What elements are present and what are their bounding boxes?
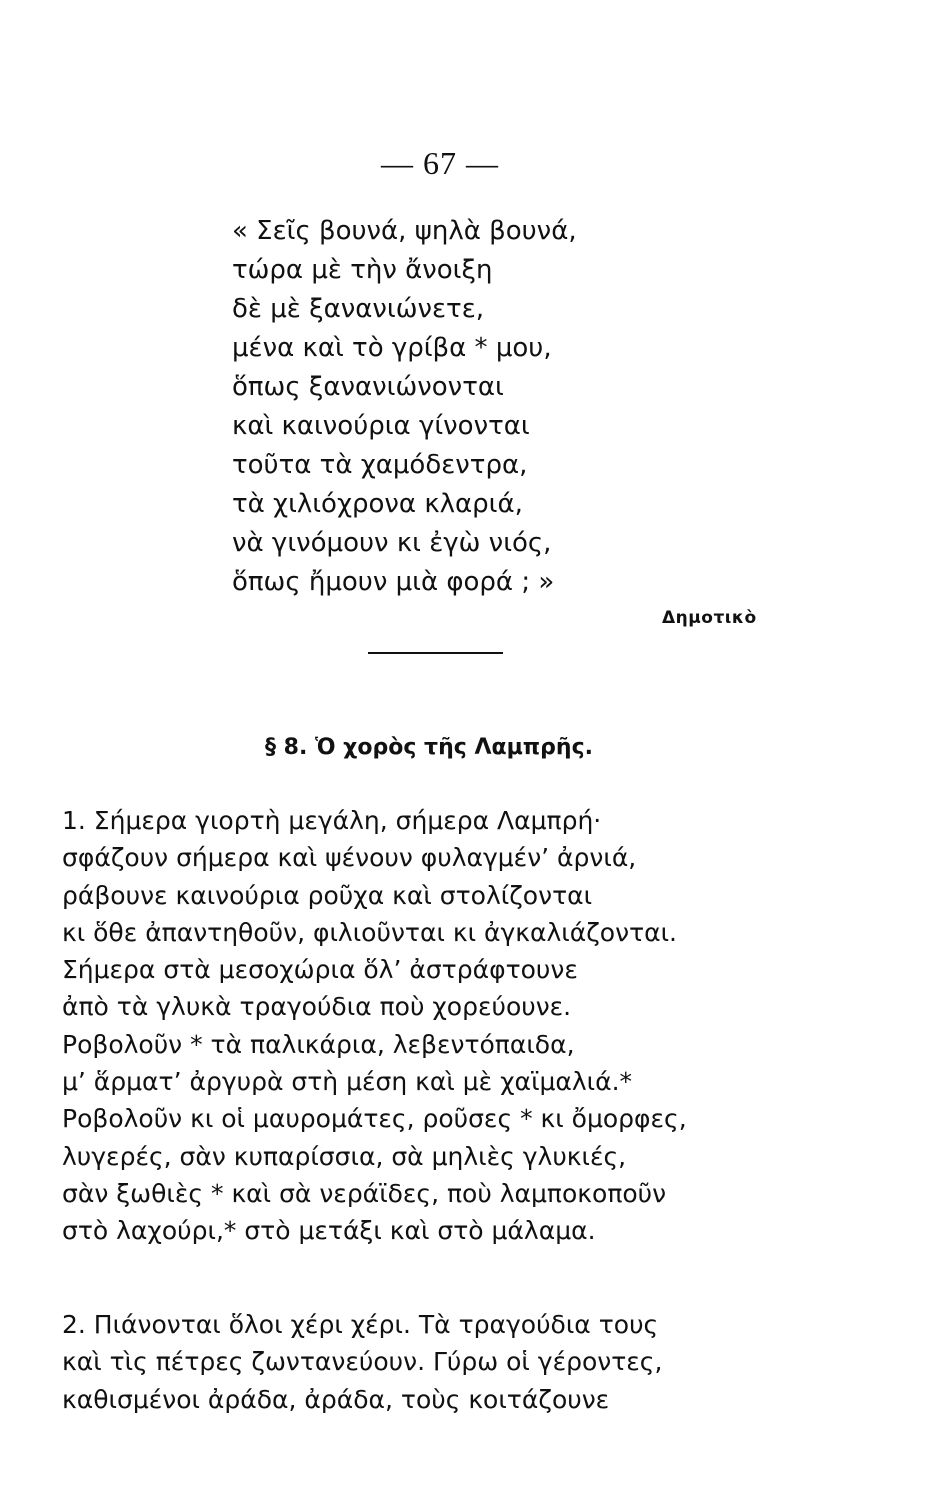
paragraph-1: [62, 802, 822, 1250]
paragraph-line: κι ὅθε ἀπαντηθοῦν, φιλιοῦνται κι ἀγκαλιάζονται.: [62, 917, 678, 947]
paragraph-line: Ροβολοῦν κι οἱ μαυρομάτες, ροῦσες * κι ὄμορφες,: [62, 1104, 687, 1134]
poem-line: « Σεῖς βουνά, ψηλὰ βουνά,: [232, 216, 577, 246]
paragraph-line: 1. Σήμερα γιορτὴ μεγάλη, σήμερα Λαμπρή·: [62, 806, 602, 835]
paragraph-line: καὶ τὶς πέτρες ζωντανεύουν. Γύρω οἱ γέροντες,: [62, 1347, 663, 1377]
section-heading: § 8. Ὁ χορὸς τῆς Λαμπρῆς.: [265, 735, 593, 760]
paragraph-line: ἀπὸ τὰ γλυκὰ τραγούδια ποὺ χορεύουνε.: [62, 992, 572, 1022]
paragraph-line: Ροβολοῦν * τὰ παλικάρια, λεβεντόπαιδα,: [62, 1029, 575, 1059]
paragraph-line: Σήμερα στὰ μεσοχώρια ὅλ’ ἀστράφτουνε: [62, 955, 578, 985]
poem-line: τώρα μὲ τὴν ἄνοιξη: [232, 255, 493, 285]
paragraph-line: ράβουνε καινούρια ροῦχα καὶ στολίζονται: [62, 880, 593, 910]
poem-line: ὅπως ξανανιώνονται: [232, 372, 504, 402]
paragraph-line: στὸ λαχούρι,* στὸ μετάξι καὶ στὸ μάλαμα.: [62, 1216, 596, 1246]
poem-line: νὰ γινόμουν κι ἐγὼ νιός,: [232, 528, 552, 558]
paragraph-line: σὰν ξωθιὲς * καὶ σὰ νεράϊδες, ποὺ λαμποκοποῦν: [62, 1178, 667, 1208]
poem-attribution: Δημοτικὸ: [662, 608, 757, 628]
paragraph-line: λυγερές, σὰν κυπαρίσσια, σὰ μηλιὲς γλυκιές,: [62, 1141, 627, 1171]
poem: [232, 212, 792, 602]
poem-line: δὲ μὲ ξανανιώνετε,: [232, 294, 485, 324]
page-number: — 67 —: [381, 145, 499, 181]
poem-line: τοῦτα τὰ χαμόδεντρα,: [232, 450, 528, 480]
poem-line: ὅπως ἤμουν μιὰ φορά ; »: [232, 567, 555, 597]
paragraph-line: 2. Πιάνονται ὅλοι χέρι χέρι. Τὰ τραγούδια τους: [62, 1310, 659, 1339]
section-divider: [368, 652, 503, 654]
paragraph-2: [62, 1306, 822, 1418]
poem-line: μένα καὶ τὸ γρίβα * μου,: [232, 333, 552, 363]
paragraph-line: μ’ ἅρματ’ ἀργυρὰ στὴ μέση καὶ μὲ χαϊμαλιά.*: [62, 1067, 633, 1097]
paragraph-line: καθισμένοι ἀράδα, ἀράδα, τοὺς κοιτάζουνε: [62, 1384, 610, 1414]
paragraph-line: σφάζουν σήμερα καὶ ψένουν φυλαγμέν’ ἀρνιά,: [62, 843, 637, 873]
poem-line: τὰ χιλιόχρονα κλαριά,: [232, 489, 523, 519]
poem-line: καὶ καινούρια γίνονται: [232, 411, 530, 441]
